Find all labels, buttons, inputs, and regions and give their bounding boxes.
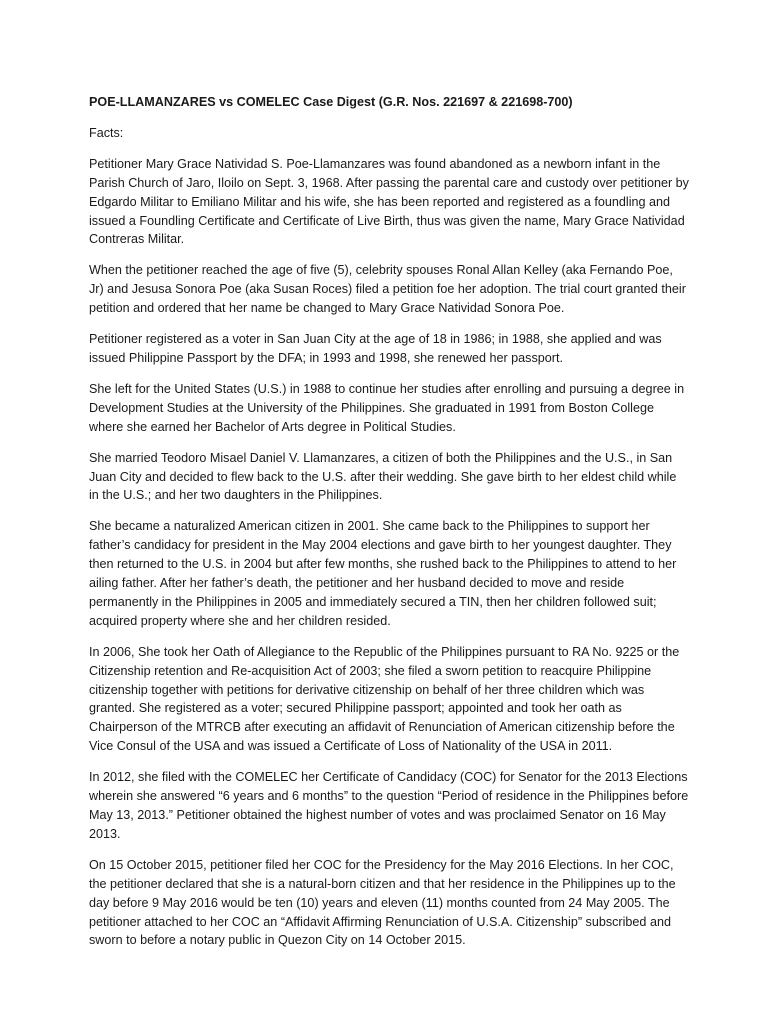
paragraph-voter-passport: Petitioner registered as a voter in San Juan City at the age of 18 in 1986; in 1988, she applied and was issued Philippine Passport by the DFA; in 1993 and 1998, she renewed her passport. (89, 332, 662, 365)
paragraph-senate-coc: In 2012, she filed with the COMELEC her Certificate of Candidacy (COC) for Senator for the 2013 Elections wherein she answered “6 years and 6 months” to the question “Period of residence in the Philippines before May 13, 2013.” Petitioner obtained the highest number of votes and was proclaimed Senator on 16 May 2013. (89, 770, 689, 841)
paragraph-reacquisition: In 2006, She took her Oath of Allegiance to the Republic of the Philippines pursuant to RA No. 9225 or the Citizenship retention and Re-acquisition Act of 2003; she filed a sworn petition to reacquire Philippine citizenship together with petitions for derivative citizenship on behalf of her three children which was granted. She registered as a voter; secured Philippine passport; appointed and took her oath as Chairperson of the MTRCB after executing an affidavit of Renunciation of American citizenship before the Vice Consul of the USA and was issued a Certificate of Loss of Nationality of the USA in 2011. (89, 644, 680, 754)
document-page (89, 93, 689, 962)
document-title: POE-LLAMANZARES vs COMELEC Case Digest (G.R. Nos. 221697 & 221698-700) (89, 95, 573, 109)
paragraph-studies: She left for the United States (U.S.) in 1988 to continue her studies after enrolling and pursuing a degree in Development Studies at the University of the Philippines. She graduated in 1991 from Boston College where she earned her Bachelor of Arts degree in Political Studies. (89, 381, 685, 434)
paragraph-naturalization: She became a naturalized American citizen in 2001. She came back to the Philippines to support her father’s candidacy for president in the May 2004 elections and gave birth to her youngest daughter. They then returned to the U.S. in 2004 but after few months, she rushed back to the Philippines to attend to her ailing father. After her father’s death, the petitioner and her husband decided to move and reside permanently in the Philippines in 2005 and immediately secured a TIN, then her children followed suit; acquired property where she and her children resided. (89, 519, 677, 628)
section-heading-facts: Facts: (89, 125, 124, 140)
paragraph-marriage: She married Teodoro Misael Daniel V. Llamanzares, a citizen of both the Philippines and the U.S., in San Juan City and decided to flew back to the U.S. after their wedding. She gave birth to her eldest child while in the U.S.; and her two daughters in the Philippines. (89, 450, 677, 503)
paragraph-foundling: Petitioner Mary Grace Natividad S. Poe-Llamanzares was found abandoned as a newborn infant in the Parish Church of Jaro, Iloilo on Sept. 3, 1968. After passing the parental care and custody over petitioner by Edgardo Militar to Emiliano Militar and his wife, she has been reported and registered as a foundling and issued a Foundling Certificate and Certificate of Live Birth, thus was given the name, Mary Grace Natividad Contreras Militar. (89, 156, 689, 247)
paragraph-adoption: When the petitioner reached the age of five (5), celebrity spouses Ronal Allan Kelley (aka Fernando Poe, Jr) and Jesusa Sonora Poe (aka Susan Roces) filed a petition foe her adoption. The trial court granted their petition and ordered that her name be changed to Mary Grace Natividad Sonora Poe. (89, 263, 686, 316)
paragraph-presidency-coc: On 15 October 2015, petitioner filed her COC for the Presidency for the May 2016 Elections. In her COC, the petitioner declared that she is a natural-born citizen and that her residence in the Philippines up to the day before 9 May 2016 would be ten (10) years and eleven (11) months counted from 24 May 2005. The petitioner attached to her COC an “Affidavit Affirming Renunciation of U.S.A. Citizenship” subscribed and sworn to before a notary public in Quezon City on 14 October 2015. (89, 857, 676, 948)
